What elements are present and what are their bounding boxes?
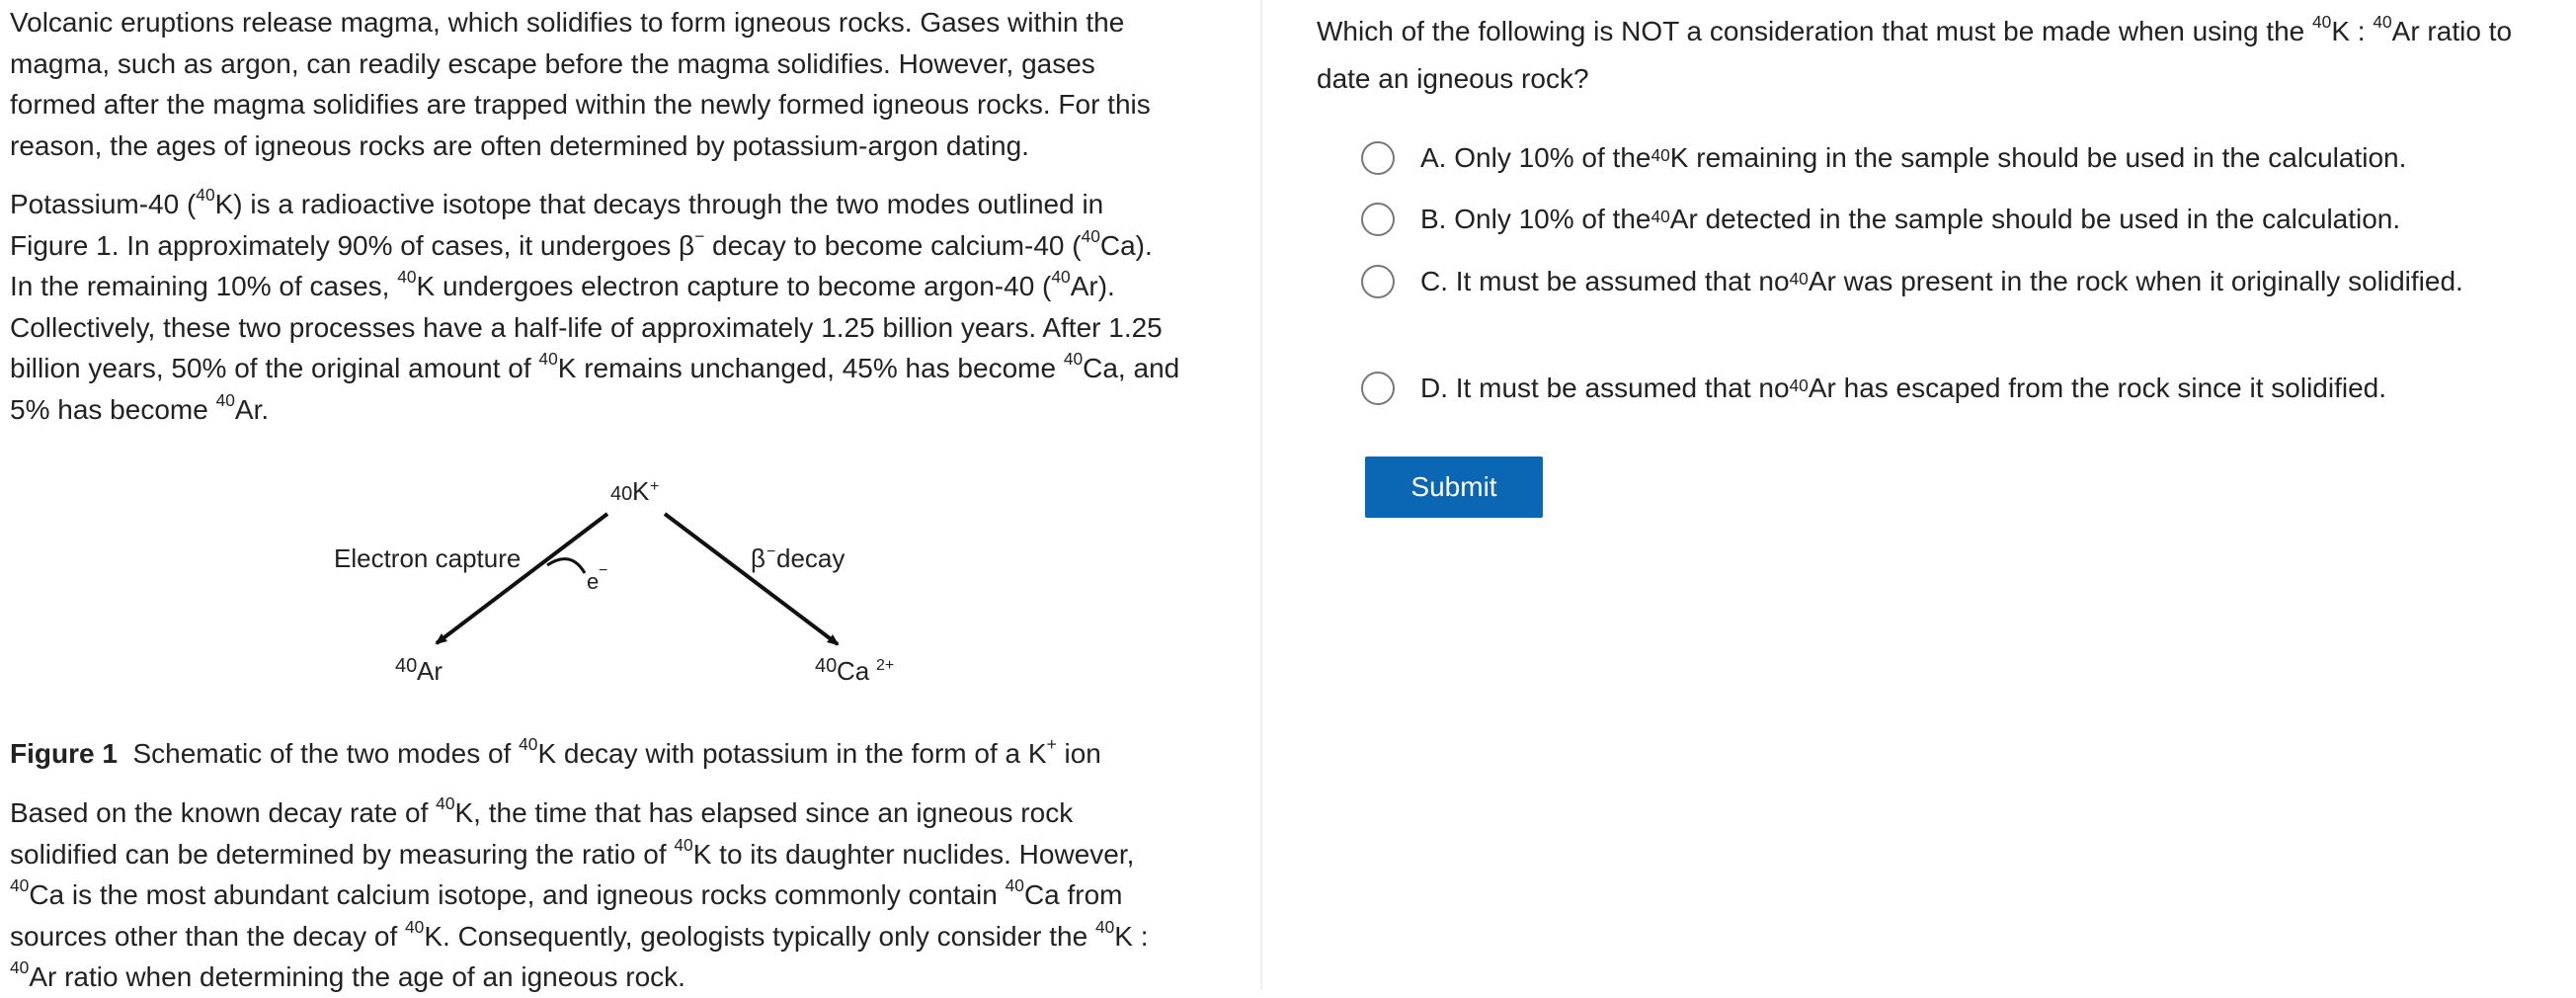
choice-letter: A.: [1420, 142, 1447, 173]
text: It must be assumed that no: [1455, 373, 1790, 403]
superscript: 40: [436, 793, 455, 814]
superscript: 40: [397, 267, 417, 288]
text: Ar has escaped from the rock since it solidified.: [1808, 373, 2386, 403]
text: Ar).: [1070, 271, 1115, 301]
ca-charge: 2+: [876, 657, 895, 674]
text: 5% has become: [10, 393, 216, 425]
text: K :: [2331, 16, 2374, 46]
superscript: 40: [405, 916, 425, 937]
text: Ar.: [234, 393, 270, 425]
text: Ar ratio when determining the age of an igneous rock.: [29, 961, 685, 992]
text: billion years, 50% of the original amount of: [10, 353, 539, 383]
passage-paragraph-2: [10, 184, 1179, 430]
superscript: 40: [538, 349, 558, 370]
question-stem: [1317, 8, 2561, 103]
text: Only 10% of the: [1454, 142, 1651, 173]
superscript: 40: [1094, 916, 1115, 937]
k-ion-symbol: K: [632, 476, 650, 506]
choice-a[interactable]: A. Only 10% of the $^{40}$ K remaining in the sample should be used in the calculation.: [1361, 138, 2406, 178]
radio-button[interactable]: [1361, 141, 1395, 175]
text: Potassium-40 (: [10, 189, 197, 219]
passage-paragraph-3: [10, 792, 1149, 998]
text: In the remaining 10% of cases,: [10, 271, 398, 301]
text: ion: [1056, 738, 1101, 769]
radio-button[interactable]: [1361, 203, 1395, 236]
p1-line: magma, such as argon, can readily escape before the magma solidifies. However, gases: [10, 47, 1095, 79]
p1-line: reason, the ages of igneous rocks are often determined by potassium-argon dating.: [10, 129, 1029, 161]
superscript: 40: [2373, 12, 2392, 33]
ca-symbol: Ca: [837, 656, 870, 686]
superscript: 40: [1081, 225, 1100, 246]
choice-letter: C.: [1420, 266, 1448, 296]
superscript: 40: [196, 185, 215, 206]
choice-d[interactable]: D. It must be assumed that no $^{40}$ Ar has escaped from the rock since it solidified.: [1361, 369, 2386, 408]
text: K :: [1114, 920, 1149, 952]
text: K decay with potassium in the form of a K: [537, 738, 1047, 769]
text: solidified can be determined by measuring the ratio of: [10, 838, 675, 870]
text: Only 10% of the: [1454, 204, 1651, 234]
text: Ar detected in the sample should be used in the calculation.: [1669, 204, 2401, 234]
submit-button[interactable]: Submit: [1365, 457, 1543, 518]
beta-decay-label: decay: [776, 543, 845, 573]
text: Schematic of the two modes of: [117, 738, 520, 769]
text: K. Consequently, geologists typically only consider the: [424, 920, 1095, 952]
radio-button[interactable]: [1361, 372, 1395, 405]
text: K undergoes electron capture to become argon-40 (: [416, 271, 1052, 301]
electron-charge: −: [599, 562, 608, 579]
text: Ar ratio to date an igneous rock?: [1317, 16, 2513, 94]
choice-letter: B.: [1420, 204, 1447, 234]
choice-c[interactable]: C. It must be assumed that no $^{40}$ Ar was present in the rock when it originally solidified.: [1361, 262, 2463, 301]
text: decay to become calcium-40 (: [704, 229, 1082, 261]
text: K) is a radioactive isotope that decays through the two modes outlined in: [214, 189, 1104, 219]
electron-capture-arrow: [437, 514, 607, 643]
figure-1-diagram: [296, 464, 928, 702]
text: Figure 1. In approximately 90% of cases, it undergoes β: [10, 229, 695, 261]
superscript: −: [694, 225, 705, 246]
text: Which of the following is NOT a consideration that must be made when using the: [1317, 16, 2313, 46]
text: K to its daughter nuclides. However,: [692, 838, 1135, 870]
text: Ca, and: [1083, 353, 1180, 383]
text: sources other than the decay of: [10, 920, 406, 952]
beta-minus: −: [766, 543, 776, 560]
beta-decay-arrow: [665, 514, 838, 644]
superscript: 40: [1063, 349, 1084, 370]
electron-curve: [547, 559, 585, 573]
passage-paragraph-1: [10, 2, 1151, 166]
superscript: 40: [215, 389, 235, 410]
text: Ca is the most abundant calcium isotope, and igneous rocks commonly contain: [29, 879, 1006, 910]
k-ion-charge: +: [650, 478, 660, 495]
superscript: 40: [674, 834, 693, 855]
text: It must be assumed that no: [1455, 266, 1790, 296]
text: Ca from: [1023, 879, 1123, 910]
choice-letter: D.: [1420, 373, 1448, 403]
text: Collectively, these two processes have a half-life of approximately 1.25 billion years. After 1.25: [10, 311, 1163, 343]
beta-symbol: β: [751, 543, 765, 573]
p1-line: formed after the magma solidifies are trapped within the newly formed igneous rocks. For this: [10, 89, 1151, 120]
superscript: 40: [519, 734, 538, 755]
superscript: 40: [2312, 12, 2332, 33]
figure-caption: [10, 733, 1101, 775]
text: K, the time that has elapsed since an igneous rock: [454, 797, 1074, 828]
text: Ar was present in the rock when it originally solidified.: [1808, 266, 2463, 296]
superscript: 40: [10, 875, 30, 896]
superscript: +: [1046, 734, 1057, 755]
choice-b[interactable]: B. Only 10% of the $^{40}$ Ar detected in the sample should be used in the calculation.: [1361, 200, 2400, 239]
superscript: 40: [1005, 875, 1024, 896]
superscript: 40: [10, 957, 30, 978]
k-ion-mass: 40: [610, 483, 633, 505]
ar-symbol: Ar: [417, 656, 443, 686]
p1-line: Volcanic eruptions release magma, which solidifies to form igneous rocks. Gases within the: [10, 7, 1125, 38]
text: Based on the known decay rate of: [10, 797, 437, 828]
radio-button[interactable]: [1361, 265, 1395, 298]
passage-panel: [0, 0, 1262, 990]
ca-mass: 40: [815, 655, 838, 677]
caption-label: Figure 1: [10, 738, 118, 769]
ar-mass: 40: [395, 655, 418, 677]
text: K remaining in the sample should be used in the calculation.: [1669, 142, 2407, 173]
text: K remains unchanged, 45% has become: [557, 353, 1064, 383]
electron-capture-label: Electron capture: [334, 543, 522, 573]
text: Ca).: [1099, 229, 1153, 261]
superscript: 40: [1051, 267, 1071, 288]
electron-label: e: [587, 569, 600, 594]
